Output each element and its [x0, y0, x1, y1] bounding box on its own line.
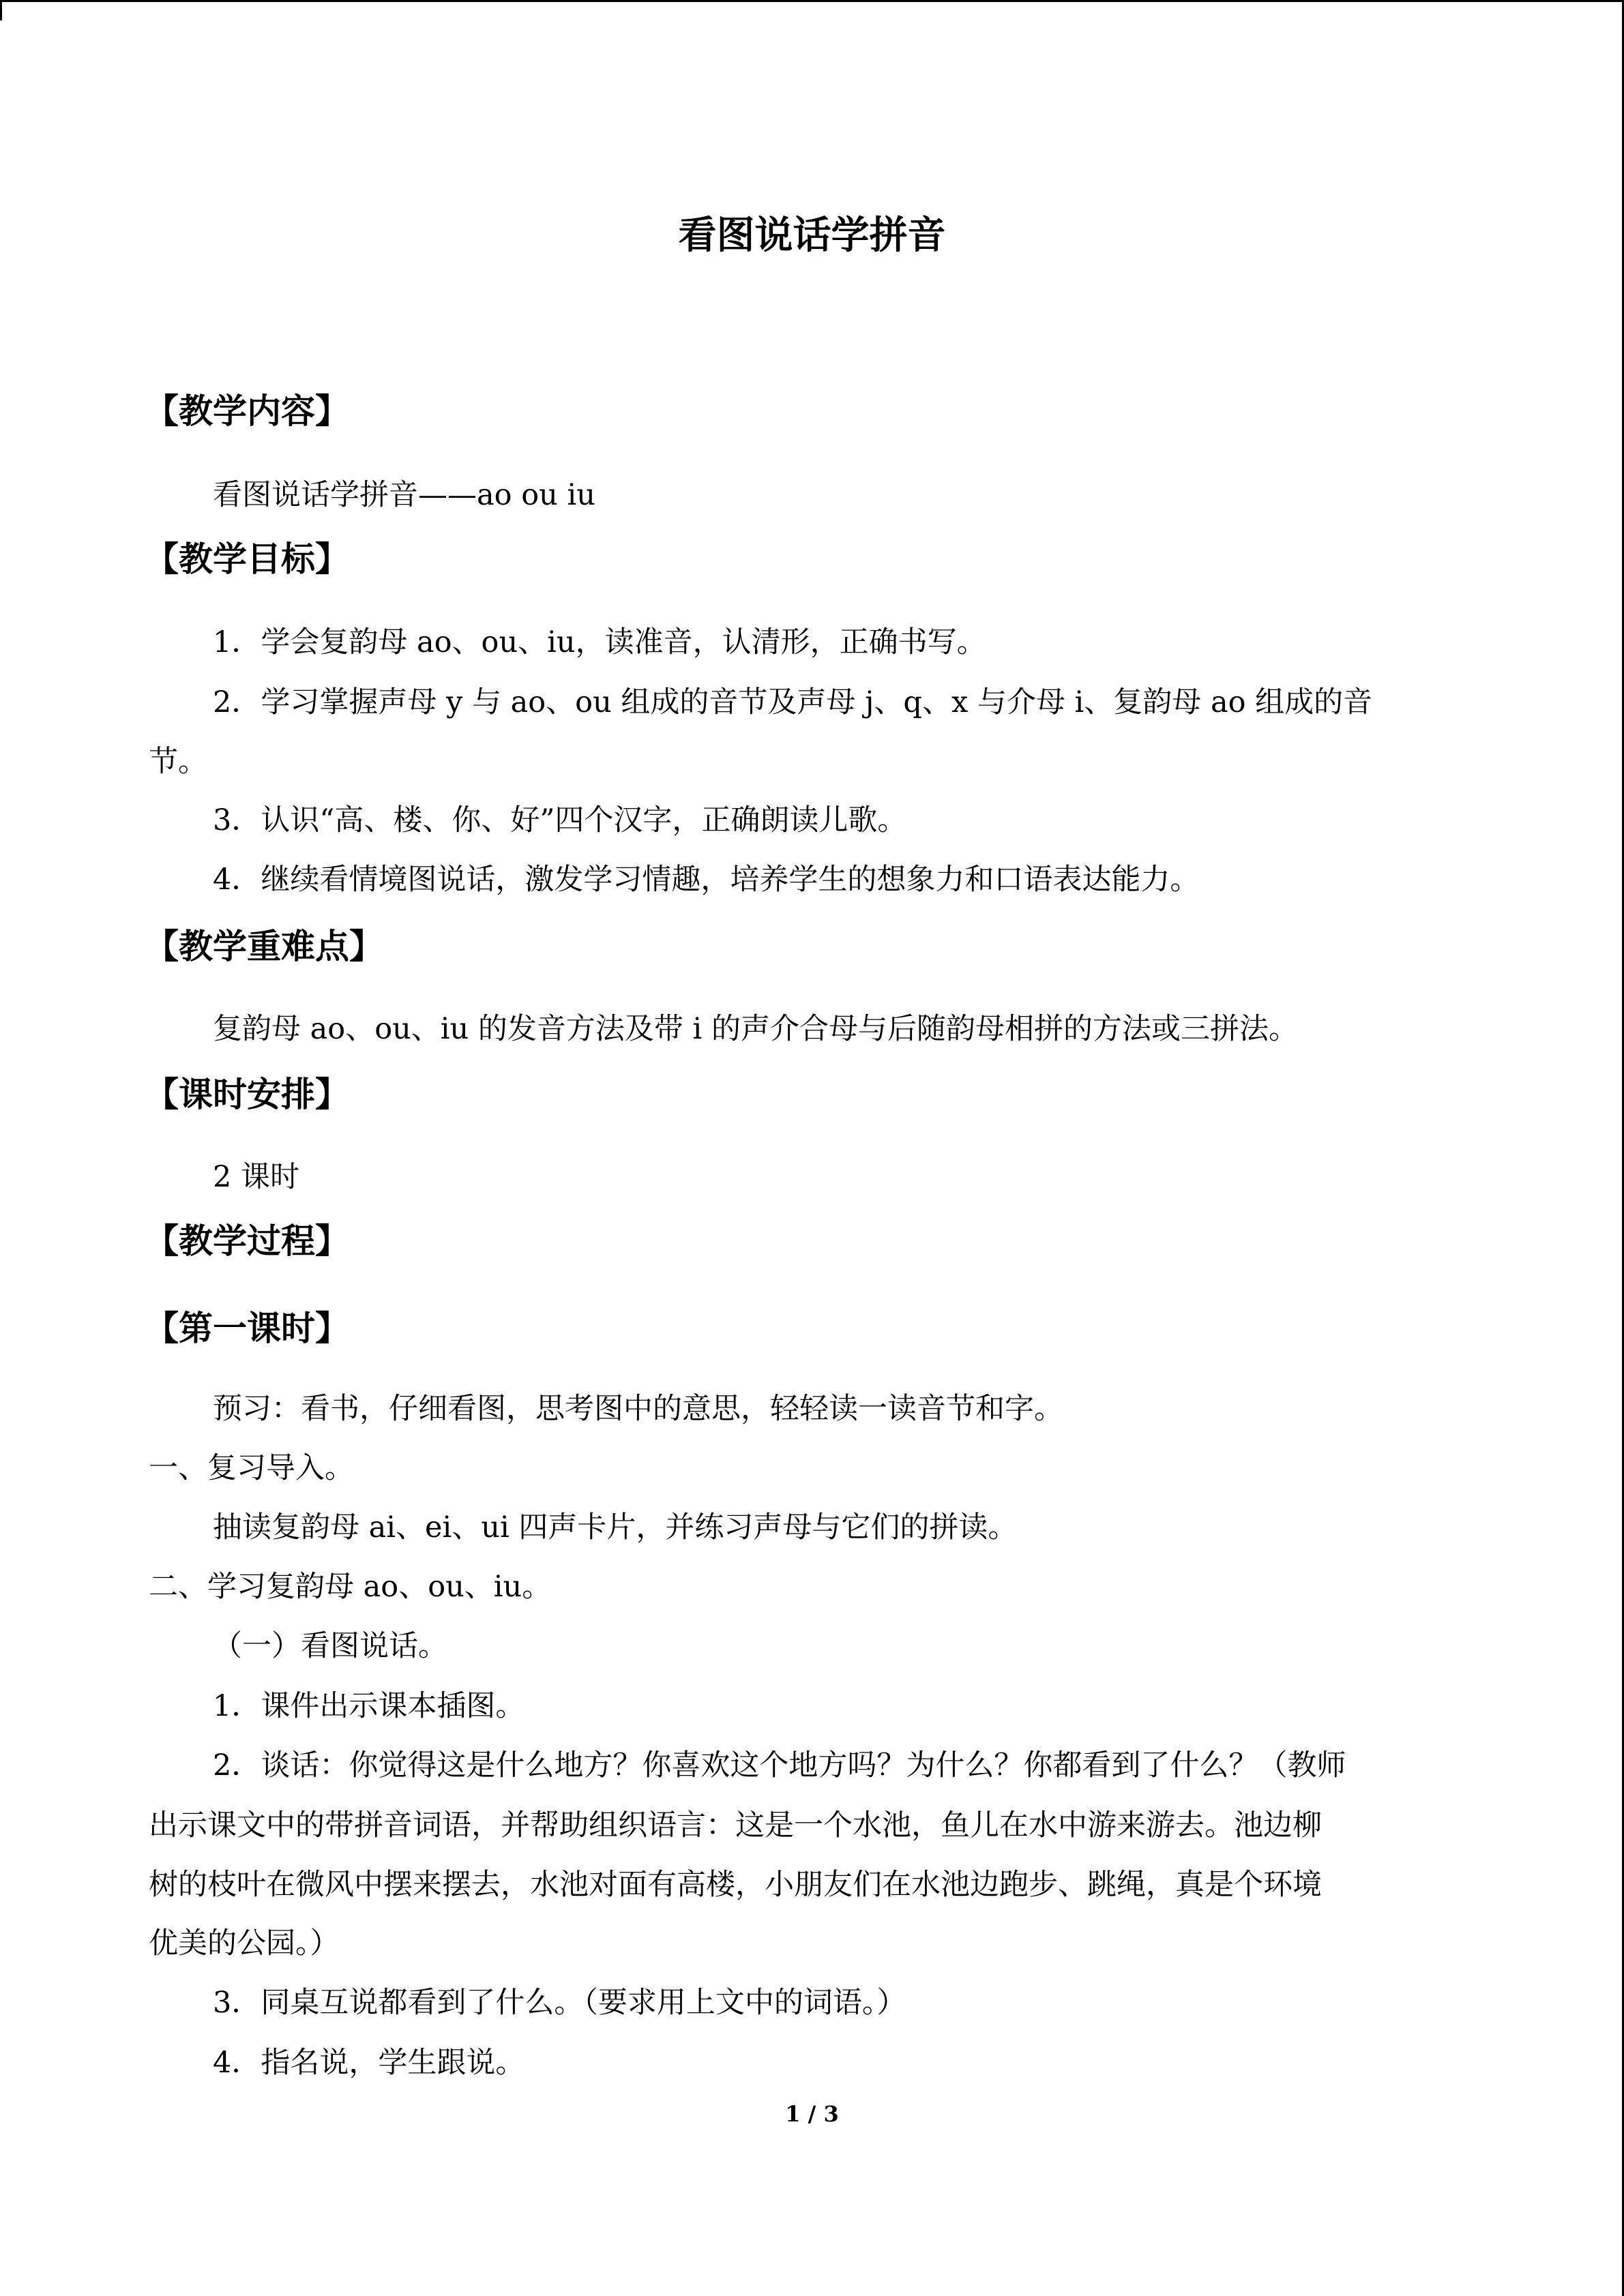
page-number: 1 / 3	[785, 2101, 839, 2127]
schedule-text: 2 课时	[213, 1160, 300, 1194]
key-points-text: 复韵母 ao、ou、iu 的发音方法及带 i 的声介合母与后随韵母相拼的方法或三拼法。	[213, 1012, 1298, 1046]
document-title: 看图说话学拼音	[678, 213, 946, 258]
goal-item-3: 3．认识“高、楼、你、好”四个汉字，正确朗读儿歌。	[213, 803, 907, 837]
goal-item-4: 4．继续看情境图说话，激发学习情趣，培养学生的想象力和口语表达能力。	[213, 863, 1200, 897]
goal-item-1: 1．学会复韵母 ao、ou、iu，读准音，认清形，正确书写。	[213, 625, 986, 659]
goal-item-2: 2．学习掌握声母 y 与 ao、ou 组成的音节及声母 j、q、x 与介母 i、复韵母 ao 组成的音	[213, 685, 1373, 719]
part-1-text: 抽读复韵母 ai、ei、ui 四声卡片，并练习声母与它们的拼读。	[213, 1510, 1018, 1545]
heading-teaching-content: 【教学内容】	[145, 391, 349, 431]
step-2-line-3: 树的枝叶在微风中摆来摆去，水池对面有高楼，小朋友们在水池边跑步、跳绳，真是个环境	[149, 1868, 1322, 1902]
page-border-left	[0, 0, 2, 20]
heading-first-lesson: 【第一课时】	[145, 1309, 349, 1348]
teaching-content-text: 看图说话学拼音——ao ou iu	[213, 478, 595, 512]
heading-teaching-goals: 【教学目标】	[145, 539, 349, 579]
subsection-1-heading: （一）看图说话。	[213, 1629, 447, 1663]
step-2-line-4: 优美的公园。）	[149, 1926, 340, 1960]
part-1-heading: 一、复习导入。	[149, 1451, 354, 1485]
heading-teaching-process: 【教学过程】	[145, 1221, 349, 1261]
step-2-line-2: 出示课文中的带拼音词语，并帮助组织语言：这是一个水池，鱼儿在水中游来游去。池边柳	[149, 1808, 1322, 1843]
heading-schedule: 【课时安排】	[145, 1075, 349, 1114]
preview-text: 预习：看书，仔细看图，思考图中的意思，轻轻读一读音节和字。	[213, 1392, 1063, 1426]
step-1: 1．课件出示课本插图。	[213, 1689, 525, 1723]
step-3: 3．同桌互说都看到了什么。（要求用上文中的词语。）	[213, 1986, 906, 2020]
step-4: 4．指名说，学生跟说。	[213, 2046, 525, 2080]
page-border-top	[0, 0, 1624, 2]
part-2-heading: 二、学习复韵母 ao、ou、iu。	[149, 1570, 552, 1604]
heading-key-points: 【教学重难点】	[145, 927, 383, 966]
step-2: 2．谈话：你觉得这是什么地方？你喜欢这个地方吗？为什么？你都看到了什么？（教师	[213, 1748, 1346, 1783]
goal-item-2-continued: 节。	[149, 745, 207, 779]
